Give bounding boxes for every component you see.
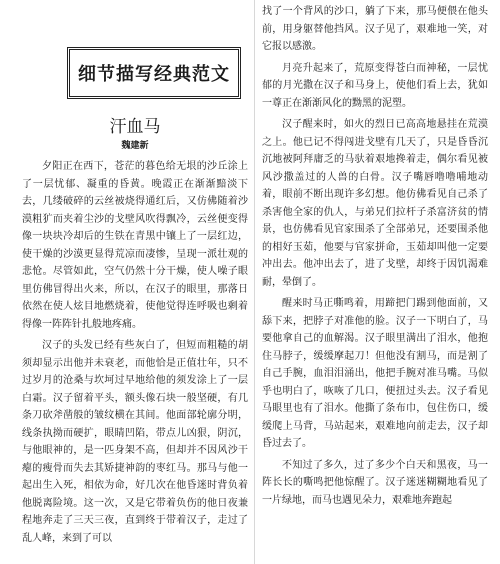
- author-name: 魏建新: [121, 141, 149, 151]
- paragraph: 月亮升起来了，荒原变得苍白而神秘，一层忧郁的月光撒在汉子和马身上，使他们看上去，犹如一尊正在渐渐风化的黝黑的泥塑。: [262, 62, 488, 109]
- column-divider: [254, 0, 255, 564]
- left-paragraphs: [22, 158, 248, 547]
- paragraph: 汉子的头发已经有些灰白了，但短而粗糙的胡须却显示出他并未衰老，而他恰是正值壮年，只不过岁月的沧桑与坎坷过早地给他的须发涂上了一层白霜。汉子留着平头，额头像石块一般坚硬，有几条刀砍斧凿般的皱纹横在其间。他面部轮廓分明，线条执拗而硬扩，眼睛凹陷，带点儿凶狠，阴沉，与他眼神的，是一匹身架不高，但却并不因风沙干瘪的瘦骨而失去其矫捷神韵的枣红马。那马与他一起出生入死，相依为命，好几次在他昏迷时背负着他脱离险境。这一次，又是它带着负伤的他日夜兼程地奔走了三天三夜，直到终于带着汉子，走过了乱人峰，来到了可以: [22, 340, 248, 544]
- paragraph: 夕阳正在西下，苍茫的暮色给无垠的沙丘涂上了一层忧郁、凝重的昏黄。晚霞正在渐渐黯淡下去，几缕破碎的云丝被烧得通红后，又仿佛随着沙漠粗犷而夹着尘沙的戈壁风吹得飘冷，云丝便变得像一块块冷却后的生铁在青黑中镶上了一层红边，使干燥的沙漠更显得荒凉而凄惨，呈现一派壮观的悲怆。尽管如此，空气仍然十分干燥，使人噪子眼里仿佛冒得出火来，所以，在汉子的眼里，那落日依然在使人炫目地燃烧着，使他觉得连呼吸也剩着得像一阵阵针扎般地疼痛。: [22, 161, 248, 330]
- story-title: 汗血马: [109, 117, 161, 137]
- header-title: 细节描写经典范文: [78, 64, 230, 85]
- paragraph: 汉子醒来时，如火的烈日已高高地悬挂在荒漠之上。他已记不得闯进戈壁有几天了，只是昏昏沉沉地被阿拜庸乏的马驮着艰地搀着走，偶尔看见被风沙撒盖过的人兽的白骨。汉子嘴唇噜噜哺地动着，眼前不断出现许多幻想。他仿佛看见自己杀了杀害他全家的仇人，与弟兄们拉杆子杀富济贫的情景，也仿佛看见官家围杀了全部弟兄，还要围杀他的相好玉茹，他要与官家拼命，玉茹却叫他一定要冲出去。他冲出去了，进了戈壁，却终于因饥渴难耐，晕倒了。: [262, 119, 488, 288]
- paragraph: 不知过了多久，过了多少个白天和黑夜，马一阵长长的嘶鸣把他惊醒了。汉子迷迷糊糊地看见了一片绿地，而马也遇见朵力，艰难地奔跑起: [262, 459, 488, 506]
- paragraph: 醒来时马正嘶鸣着，用蹄把门踢到他面前，又舔下来，把脖子对准他的脸。汉子一下明白了，马要他拿自己的血解渴。汉子眼里满出了泪水，他抱住马脖子，缓缓摩起刀！但他没有割马，而是割了自己手腕，血泪泪涌出，他把手腕对准马嘴。马似乎也明白了，咴咴了几口，便扭过头去。汉子看见马眼里也有了泪水。他撕了条布巾，包住伤口，缓缓爬上马背，马站起来，艰难地向前走去，汉子却昏过去了。: [262, 298, 488, 449]
- paragraph: 找了一个背风的沙口，躺了下来，那马便偎在他头前，用身躯替他挡风。汉子见了，艰难地一笑，对它报以感激。: [262, 6, 488, 52]
- left-column: [22, 0, 248, 564]
- right-column: [262, 0, 488, 564]
- right-paragraphs: [262, 3, 488, 509]
- header-title-box: [67, 47, 241, 99]
